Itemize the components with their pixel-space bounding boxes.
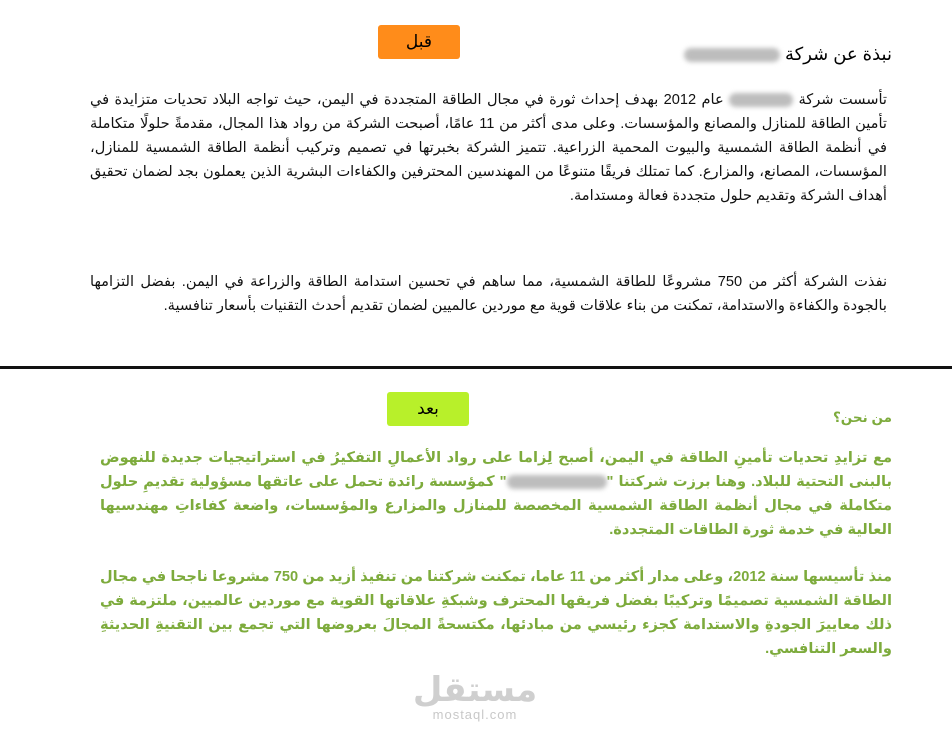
after-paragraph-2: منذ تأسيسها سنة 2012، وعلى مدار أكثر من 11 عاما، تمكنت شركتنا من تنفيذ أزيد من 750 مشروعا ناجحا في مجال الطاقة الشمسية تصميمًا وتركيبًا بفضل فريقها المحترف وشبكةِ علاقاتها القوية مع موردين عالميين، ملتزمة في ذلك معاييرَ الجودةِ والاستدامة كجزء رئيسي من مبادئها، مكتسحةً المجالَ بعروضها التي تجمع بين التقنيةِ الحديثةِ والسعر التنافسي. xyxy=(100,569,892,657)
before-paragraph-1-start: تأسست شركة xyxy=(798,92,887,108)
redacted-company-name xyxy=(729,93,793,107)
mostaql-watermark xyxy=(405,672,545,722)
watermark-url: mostaql.com xyxy=(432,707,518,722)
after-paragraph-1 xyxy=(100,446,892,542)
before-label-text: قبل xyxy=(405,32,433,51)
before-heading-text: نبذة عن شركة xyxy=(785,44,892,64)
after-heading: من نحن؟ xyxy=(832,410,892,425)
before-paragraph-2: نفذت الشركة أكثر من 750 مشروعًا للطاقة الشمسية، مما ساهم في تحسين استدامة الطاقة والزراعة في اليمن. بفضل التزامها بالجودة والكفاءة والاستدامة، تمكنت من بناء علاقات قوية مع موردين عالميين لضمان تقديم أحدث التقنيات بأسعار تنافسية. xyxy=(90,274,888,314)
after-paragraph-1-start: مع تزايدِ تحديات تأمينِ الطاقة في اليمن، أصبح لِزاما على رواد الأعمالِ التفكيرُ في استراتيجيات جديدة للنهوض بالبنى التحتية للبلاد. وهنا برزت شركتنا " xyxy=(100,450,893,490)
after-label-text: بعد xyxy=(417,399,439,418)
watermark-logo-text: مستقل xyxy=(412,671,538,709)
before-paragraph-1 xyxy=(90,88,887,208)
before-paragraph-1-rest: عام 2012 بهدف إحداث ثورة في مجال الطاقة المتجددة في اليمن، حيث تواجه البلاد تحديات متزايدة في تأمين الطاقة للمنازل والمصانع والمؤسسات. وعلى مدى أكثر من 11 عامًا، أصبحت الشركة من رواد هذا المجال، مقدمةً حلولًا متكاملة في أنظمة الطاقة الشمسية والبيوت المحمية الزراعية. تتميز الشركة بخبرتها في تصميم وتركيب أنظمة الطاقة الشمسية للمنازل، المؤسسات، المصانع، والمزارع. كما تمتلك فريقًا متنوعًا من المهندسين المحترفين والكفاءات البشرية الذين يعملون بجد لضمان تحقيق أهداف الشركة وتقديم حلول متجددة فعالة ومستدامة. xyxy=(90,92,887,204)
redacted-company-name xyxy=(507,475,607,489)
redacted-company-name xyxy=(684,48,780,62)
before-label xyxy=(378,25,460,59)
section-divider xyxy=(0,366,952,369)
after-paragraph-1-rest: " كمؤسسة رائدة تحمل على عاتقها مسؤولية تقديمِ حلول متكاملة في مجال أنظمة الطاقة الشمسية المخصصة للمنازل والمزارع والمؤسسات، واضعة كفاءاتِ مهندسيها العالية في خدمة ثورة الطاقات المتجددة. xyxy=(100,474,892,538)
after-label xyxy=(387,392,469,426)
before-heading xyxy=(684,44,892,65)
